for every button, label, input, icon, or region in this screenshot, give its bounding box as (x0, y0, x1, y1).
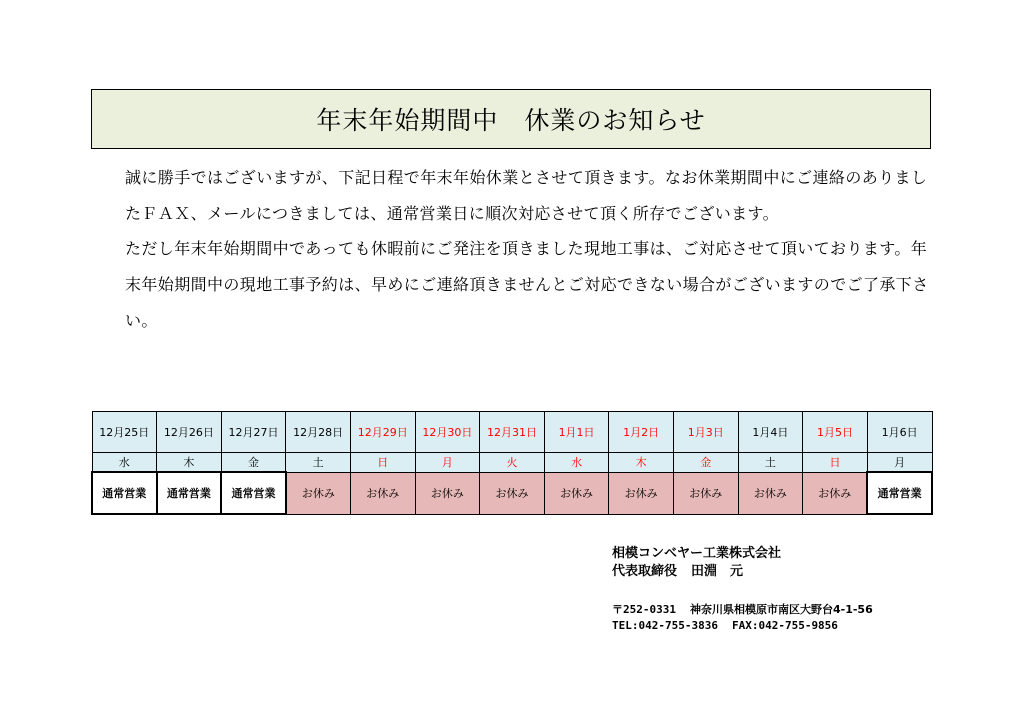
weekday-cell: 木 (609, 453, 674, 473)
status-cell: お休み (673, 472, 738, 514)
address-line (612, 602, 873, 618)
weekday-cell: 土 (286, 453, 351, 473)
date-cell: 12月29日 (350, 412, 415, 453)
notice-paragraph: 誠に勝手ではございますが、下記日程で年末年始休業とさせて頂きます。なお休業期間中にご連絡のありましたＦＡＸ、メールにつきましては、通常営業日に順次対応させて頂く所存でございます。 (125, 168, 928, 223)
status-cell: お休み (286, 472, 351, 514)
date-cell: 1月1日 (544, 412, 609, 453)
weekday-cell: 金 (221, 453, 286, 473)
company-signature (612, 545, 781, 581)
fax-number: FAX:042-755-9856 (731, 619, 838, 632)
postal-code: 〒252-0331 (612, 603, 676, 616)
street-address: 神奈川県相模原市南区大野台4-1-56 (689, 603, 873, 616)
weekday-cell: 土 (738, 453, 803, 473)
date-cell: 12月27日 (221, 412, 286, 453)
weekday-cell: 日 (803, 453, 868, 473)
weekday-cell: 木 (157, 453, 222, 473)
date-cell: 1月5日 (803, 412, 868, 453)
telephone-number: TEL:042-755-3836 (612, 619, 718, 632)
status-cell: お休み (803, 472, 868, 514)
holiday-schedule-table (91, 411, 933, 515)
notice-title-box (91, 89, 931, 149)
date-cell: 1月6日 (867, 412, 932, 453)
company-name: 相模コンベヤー工業株式会社 (612, 546, 782, 561)
date-cell: 12月28日 (286, 412, 351, 453)
weekday-cell: 日 (350, 453, 415, 473)
date-cell: 1月4日 (738, 412, 803, 453)
date-cell: 12月25日 (92, 412, 157, 453)
status-cell: 通常営業 (92, 472, 157, 514)
status-cell: お休み (415, 472, 480, 514)
status-cell: 通常営業 (867, 472, 932, 514)
date-row (92, 412, 932, 453)
date-cell: 12月26日 (157, 412, 222, 453)
date-cell: 1月3日 (673, 412, 738, 453)
page-title: 年末年始期間中 休業のお知らせ (316, 106, 706, 135)
status-cell: お休み (609, 472, 674, 514)
status-cell: お休み (480, 472, 545, 514)
company-address (612, 602, 873, 634)
status-row (92, 472, 932, 514)
representative-line (612, 563, 781, 581)
contact-line (612, 618, 873, 634)
representative-title: 代表取締役 (612, 564, 678, 579)
weekday-cell: 月 (415, 453, 480, 473)
notice-paragraph: ただし年末年始期間中であっても休暇前にご発注を頂きました現地工事は、ご対応させて頂いております。年末年始期間中の現地工事予約は、早めにご連絡頂きませんとご対応できない場合がございますのでご了承下さい。 (125, 239, 929, 330)
weekday-cell: 水 (544, 453, 609, 473)
status-cell: 通常営業 (157, 472, 222, 514)
date-cell: 12月30日 (415, 412, 480, 453)
notice-body (125, 160, 937, 339)
status-cell: お休み (350, 472, 415, 514)
date-cell: 12月31日 (480, 412, 545, 453)
weekday-cell: 月 (867, 453, 932, 473)
status-cell: 通常営業 (221, 472, 286, 514)
weekday-row (92, 453, 932, 473)
weekday-cell: 水 (92, 453, 157, 473)
weekday-cell: 火 (480, 453, 545, 473)
weekday-cell: 金 (673, 453, 738, 473)
representative-name: 田淵 元 (691, 564, 744, 579)
status-cell: お休み (738, 472, 803, 514)
status-cell: お休み (544, 472, 609, 514)
date-cell: 1月2日 (609, 412, 674, 453)
